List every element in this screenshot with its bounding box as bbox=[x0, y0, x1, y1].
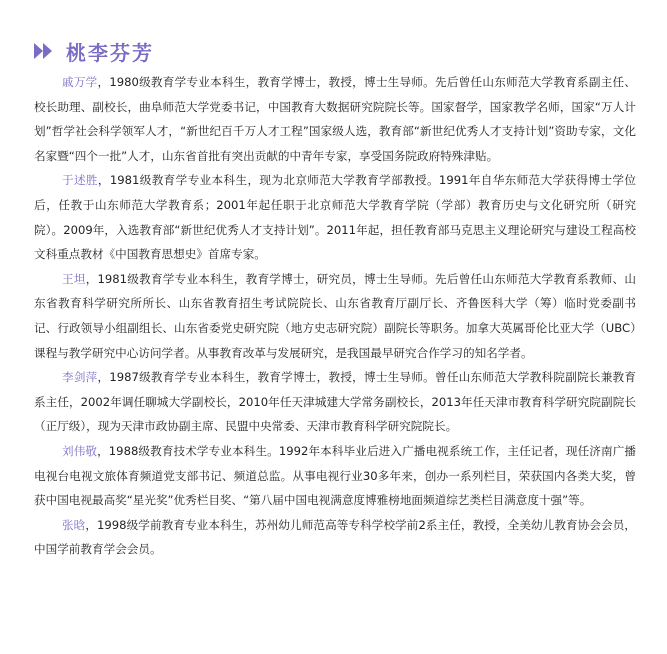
alumni-entry bbox=[34, 70, 636, 168]
alumni-entry bbox=[34, 439, 636, 513]
section-title: 桃李芬芳 bbox=[66, 40, 154, 65]
alumni-bio: ，1988级教育技术学专业本科生。1992年本科毕业后进入广播电视系统工作，主任记者，现任济南广播电视台电视文旅体育频道党支部书记、频道总监。从事电视行业30多年来，创办一系列栏目，荣获国内各类大奖，曾获中国电视最高奖“星光奖”优秀栏目奖、“第八届中国电视满意度博雅榜地面频道综艺类栏目满意度十强”等。 bbox=[34, 443, 636, 508]
alumni-entry bbox=[34, 168, 636, 266]
alumni-entry bbox=[34, 365, 636, 439]
alumni-bio: ，1987级教育学专业本科生，教育学博士，教授，博士生导师。曾任山东师范大学教科院副院长兼教育系主任，2002年调任聊城大学副校长，2010年任天津城建大学常务副校长，2013年任天津市教育科学研究院副院长（正厅级），现为天津市政协副主席、民盟中央常委、天津市教育科学研究院院长。 bbox=[34, 370, 636, 434]
alumni-bio: ，1998级学前教育专业本科生，苏州幼儿师范高等专科学校学前2系主任，教授，全美幼儿教育协会会员，中国学前教育学会会员。 bbox=[34, 517, 636, 557]
alumni-name: 刘伟敬 bbox=[62, 443, 98, 458]
alumni-bio: ，1981级教育学专业本科生，教育学博士，研究员，博士生导师。先后曾任山东师范大学教育系教师、山东省教育科学研究所所长、山东省教育招生考试院院长、山东省教育厅副厅长、齐鲁医科大学（筹）临时党委副书记、行政领导小组副组长、山东省委党史研究院（地方史志研究院）副院长等职务。加拿大英属哥伦比亚大学（UBC）课程与教学研究中心访问学者。从事教育改革与发展研究，是我国最早研究合作学习的知名学者。 bbox=[34, 271, 636, 360]
alumni-name: 戚万学 bbox=[62, 75, 98, 89]
alumni-bio: ，1980级教育学专业本科生，教育学博士，教授，博士生导师。先后曾任山东师范大学教育系副主任、校长助理、副校长，曲阜师范大学党委书记，中国教育大数据研究院院长等。国家督学，国家教学名师，国家“万人计划”哲学社会科学领军人才，“新世纪百千万人才工程”国家级人选，教育部“新世纪优秀人才支持计划”资助专家，文化名家暨“四个一批”人才，山东省首批有突出贡献的中青年专家，享受国务院政府特殊津贴。 bbox=[34, 75, 636, 163]
double-chevron-right-icon bbox=[34, 41, 56, 61]
alumni-entry bbox=[34, 267, 636, 365]
alumni-name: 王坦 bbox=[62, 271, 86, 286]
alumni-name: 张晗 bbox=[62, 517, 86, 532]
alumni-list bbox=[34, 70, 636, 562]
alumni-entry bbox=[34, 513, 636, 562]
section-header bbox=[34, 36, 154, 66]
alumni-name: 于述胜 bbox=[62, 173, 98, 188]
alumni-bio: ，1981级教育学专业本科生，现为北京师范大学教育学部教授。1991年自华东师范大学获得博士学位后，任教于山东师范大学教育系；2001年起任职于北京师范大学教育学院（学部）教育历史与文化研究所（研究院）。2009年，入选教育部“新世纪优秀人才支持计划”。2011年起，担任教育部马克思主义理论研究与建设工程高校文科重点教材《中国教育思想史》首席专家。 bbox=[34, 173, 636, 262]
alumni-name: 李剑萍 bbox=[62, 370, 98, 385]
